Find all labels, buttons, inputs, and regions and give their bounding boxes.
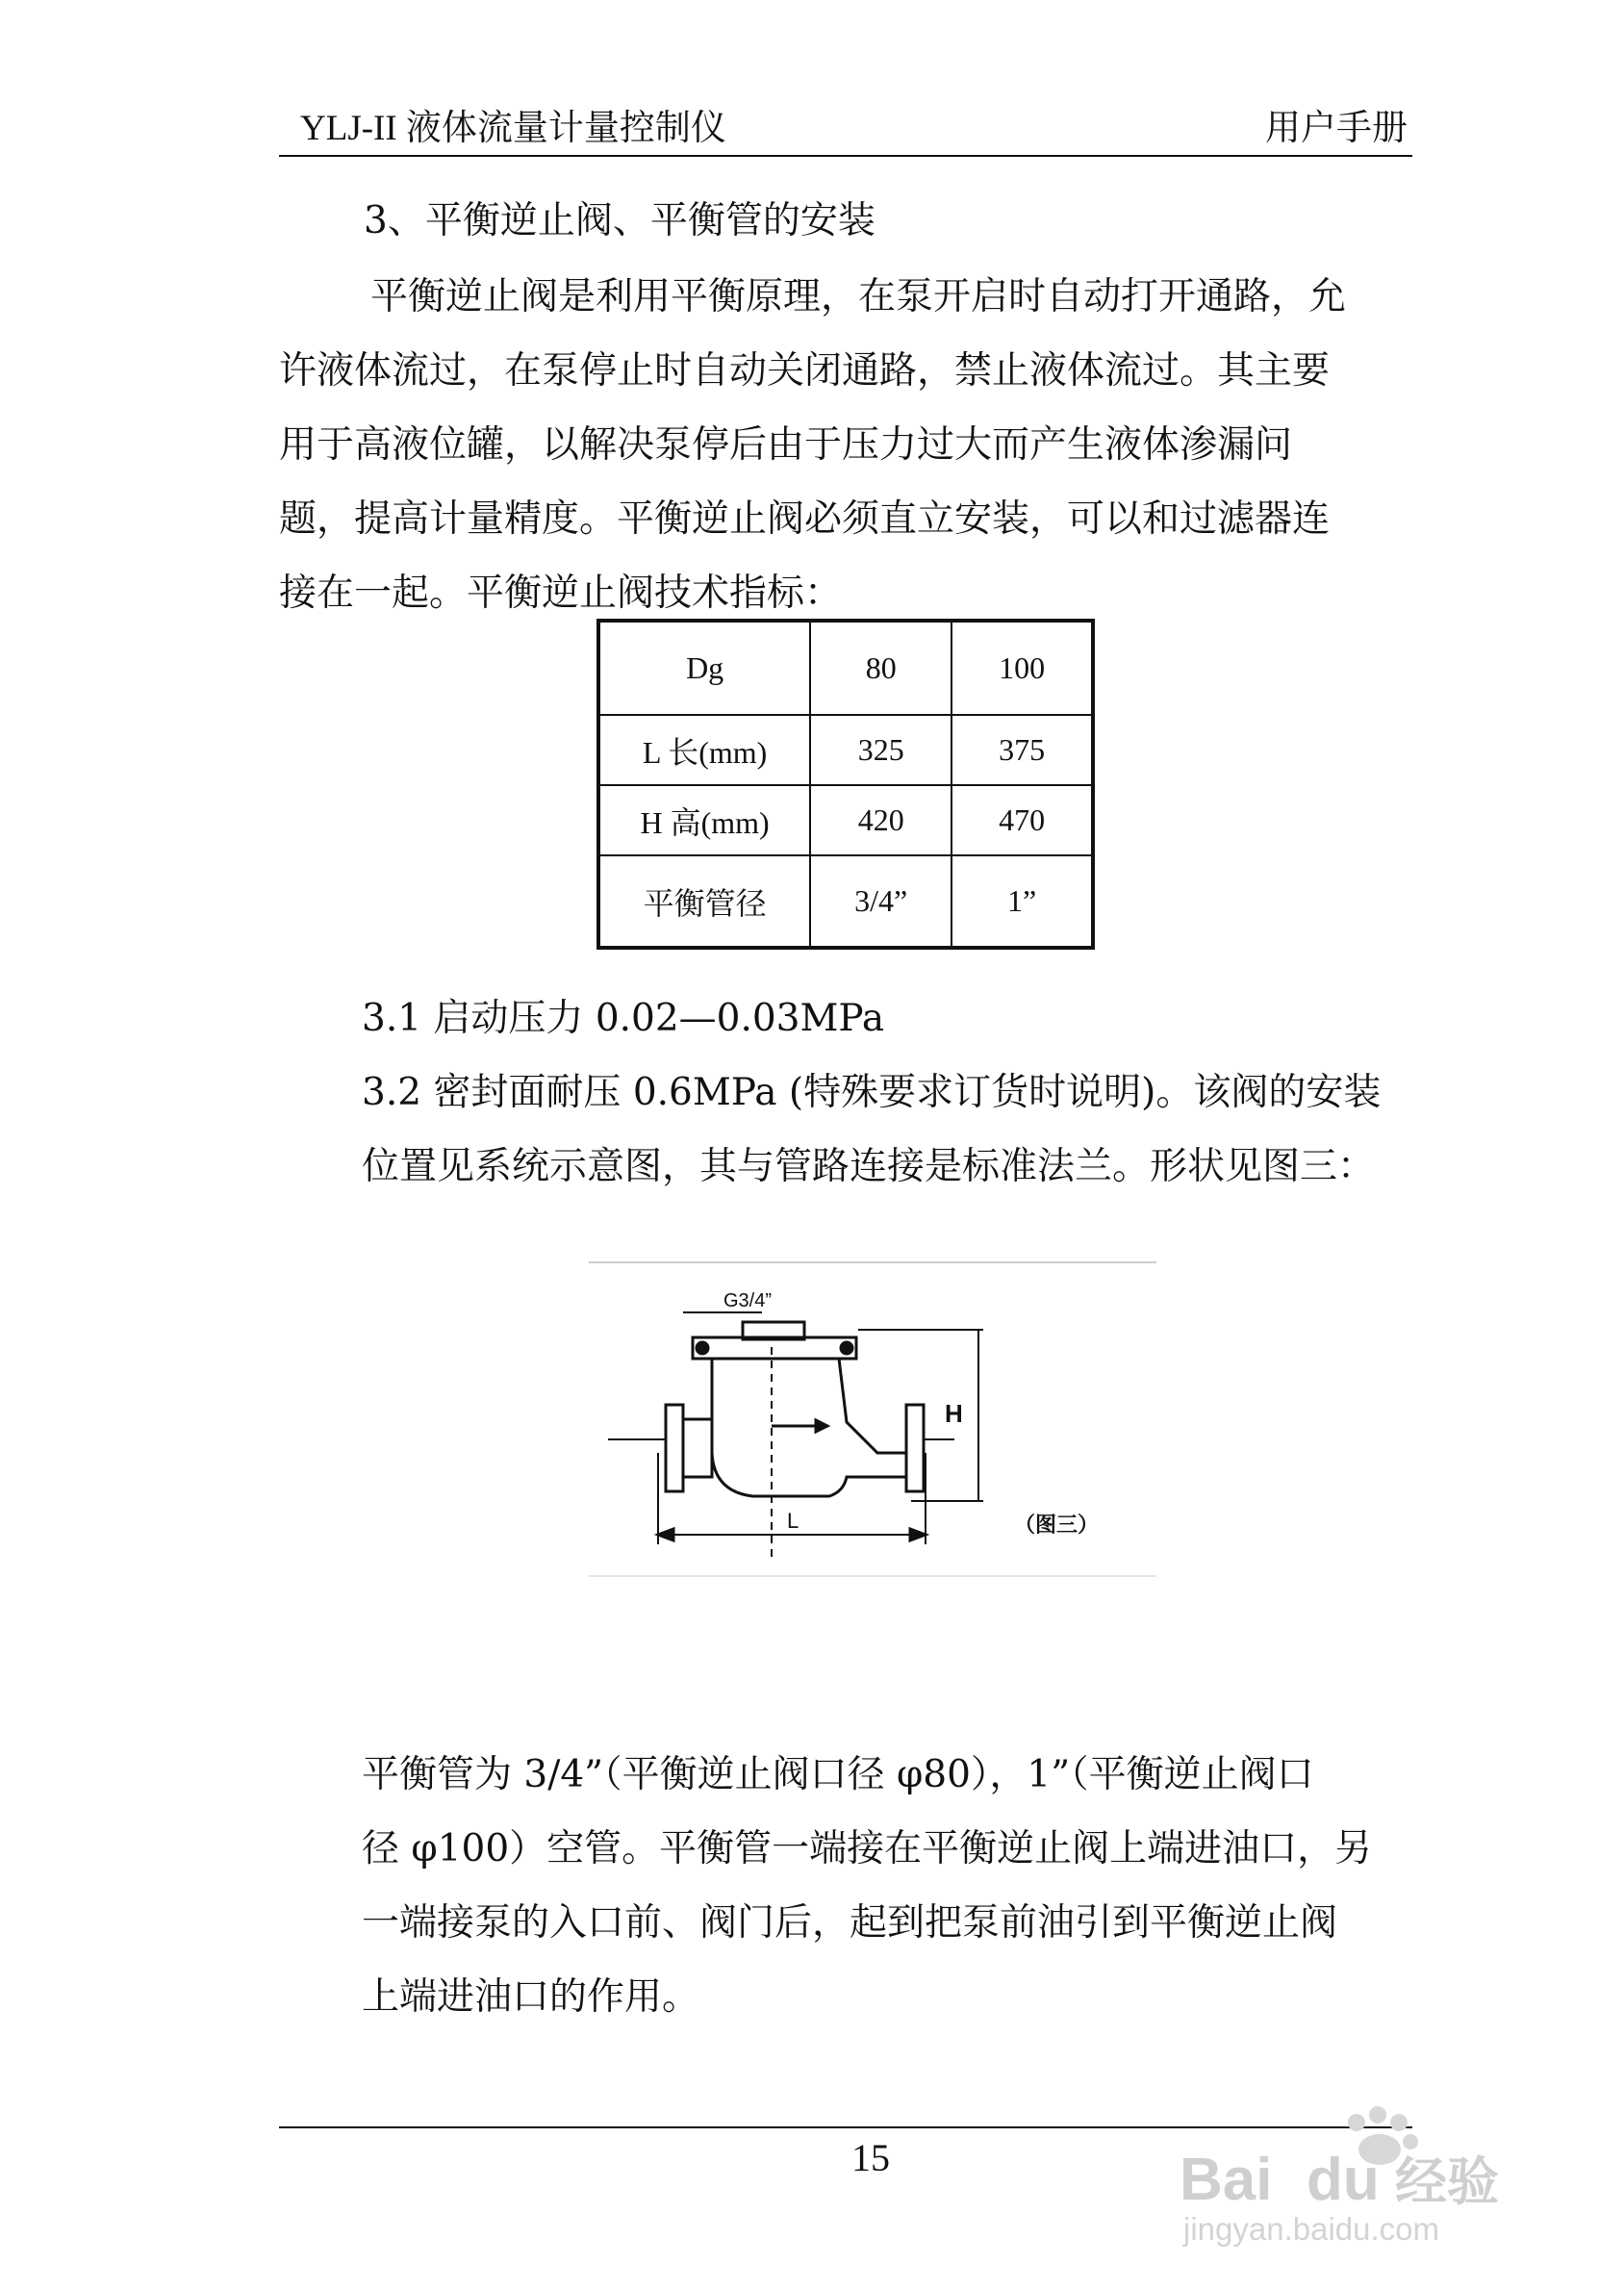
length-label: L bbox=[787, 1509, 799, 1533]
inlet-neck bbox=[683, 1419, 712, 1477]
intro-paragraph bbox=[279, 260, 1346, 630]
balance-pipe-line: 上端进油口的作用。 bbox=[362, 1975, 700, 2019]
table-cell: Dg bbox=[598, 621, 810, 715]
inlet-flange bbox=[666, 1405, 683, 1491]
header-rule bbox=[279, 155, 1412, 157]
spec-table bbox=[596, 619, 1095, 950]
table-row bbox=[598, 855, 1093, 948]
l-arrow-right bbox=[910, 1529, 926, 1540]
paw-toe-icon bbox=[1369, 2106, 1386, 2124]
intro-line: 题，提高计量精度。平衡逆止阀必须直立安装，可以和过滤器连 bbox=[279, 497, 1331, 541]
outlet-flange bbox=[906, 1405, 924, 1491]
item-3-1 bbox=[362, 981, 884, 1056]
watermark-brand: Bai bbox=[1180, 2147, 1273, 2213]
intro-line: 许液体流过，在泵停止时自动关闭通路，禁止液体流过。其主要 bbox=[279, 349, 1331, 393]
table-cell: 470 bbox=[952, 785, 1093, 855]
figure-caption: （图三） bbox=[1014, 1514, 1100, 1538]
watermark-url: jingyan.baidu.com bbox=[1183, 2211, 1439, 2247]
item-3-1-text: 3.1 启动压力 0.02—0.03MPa bbox=[362, 997, 885, 1040]
table-cell: 100 bbox=[952, 621, 1093, 715]
table-cell: 375 bbox=[952, 715, 1093, 785]
balance-pipe-line: 一端接泵的入口前、阀门后，起到把泵前油引到平衡逆止阀 bbox=[362, 1901, 1338, 1945]
page-number: 15 bbox=[851, 2136, 890, 2179]
section-heading: 3、平衡逆止阀、平衡管的安装 bbox=[364, 199, 875, 242]
baidu-jingyan-watermark bbox=[1155, 2103, 1578, 2248]
table-cell: 325 bbox=[810, 715, 952, 785]
header-manual-label: 用户手册 bbox=[1265, 109, 1408, 148]
balance-pipe-paragraph bbox=[362, 1738, 1372, 2034]
flange-bolt bbox=[697, 1342, 708, 1354]
flange-bolt bbox=[841, 1342, 852, 1354]
table-cell: 80 bbox=[810, 621, 952, 715]
table-row bbox=[598, 715, 1093, 785]
paw-toe-icon bbox=[1403, 2134, 1418, 2150]
height-label: H bbox=[945, 1399, 963, 1428]
item-3-2-line: 3.2 密封面耐压 0.6MPa (特殊要求订货时说明)。该阀的安装 bbox=[362, 1071, 1382, 1114]
paw-toe-icon bbox=[1390, 2114, 1408, 2131]
paw-toe-icon bbox=[1348, 2114, 1365, 2131]
watermark-brand-tail: du bbox=[1307, 2147, 1380, 2213]
balance-pipe-line: 平衡管为 3/4”（平衡逆止阀口径 φ80），1”（平衡逆止阀口 bbox=[362, 1753, 1314, 1796]
table-row bbox=[598, 785, 1093, 855]
balance-pipe-line: 径 φ100）空管。平衡管一端接在平衡逆止阀上端进油口，另 bbox=[362, 1827, 1373, 1870]
table-cell: 1” bbox=[952, 855, 1093, 948]
table-row bbox=[598, 621, 1093, 715]
table-cell: 平衡管径 bbox=[598, 855, 810, 948]
table-cell: 3/4” bbox=[810, 855, 952, 948]
table-cell: L 长(mm) bbox=[598, 715, 810, 785]
flow-arrow-head bbox=[816, 1420, 827, 1432]
pipe-size-label: G3/4” bbox=[723, 1290, 773, 1311]
item-3-2 bbox=[362, 1056, 1381, 1204]
intro-line: 接在一起。平衡逆止阀技术指标： bbox=[279, 572, 843, 615]
table-cell: H 高(mm) bbox=[598, 785, 810, 855]
intro-line: 平衡逆止阀是利用平衡原理，在泵开启时自动打开通路，允 bbox=[370, 275, 1347, 318]
intro-line: 用于高液位罐，以解决泵停后由于压力过大而产生液体渗漏问 bbox=[279, 423, 1293, 467]
table-cell: 420 bbox=[810, 785, 952, 855]
l-arrow-left bbox=[658, 1529, 673, 1540]
watermark-cn: 经验 bbox=[1395, 2151, 1499, 2212]
header-title: YLJ-II 液体流量计量控制仪 bbox=[300, 109, 726, 148]
item-3-2-line: 位置见系统示意图，其与管路连接是标准法兰。形状见图三： bbox=[362, 1145, 1376, 1188]
valve-diagram bbox=[589, 1260, 1156, 1578]
